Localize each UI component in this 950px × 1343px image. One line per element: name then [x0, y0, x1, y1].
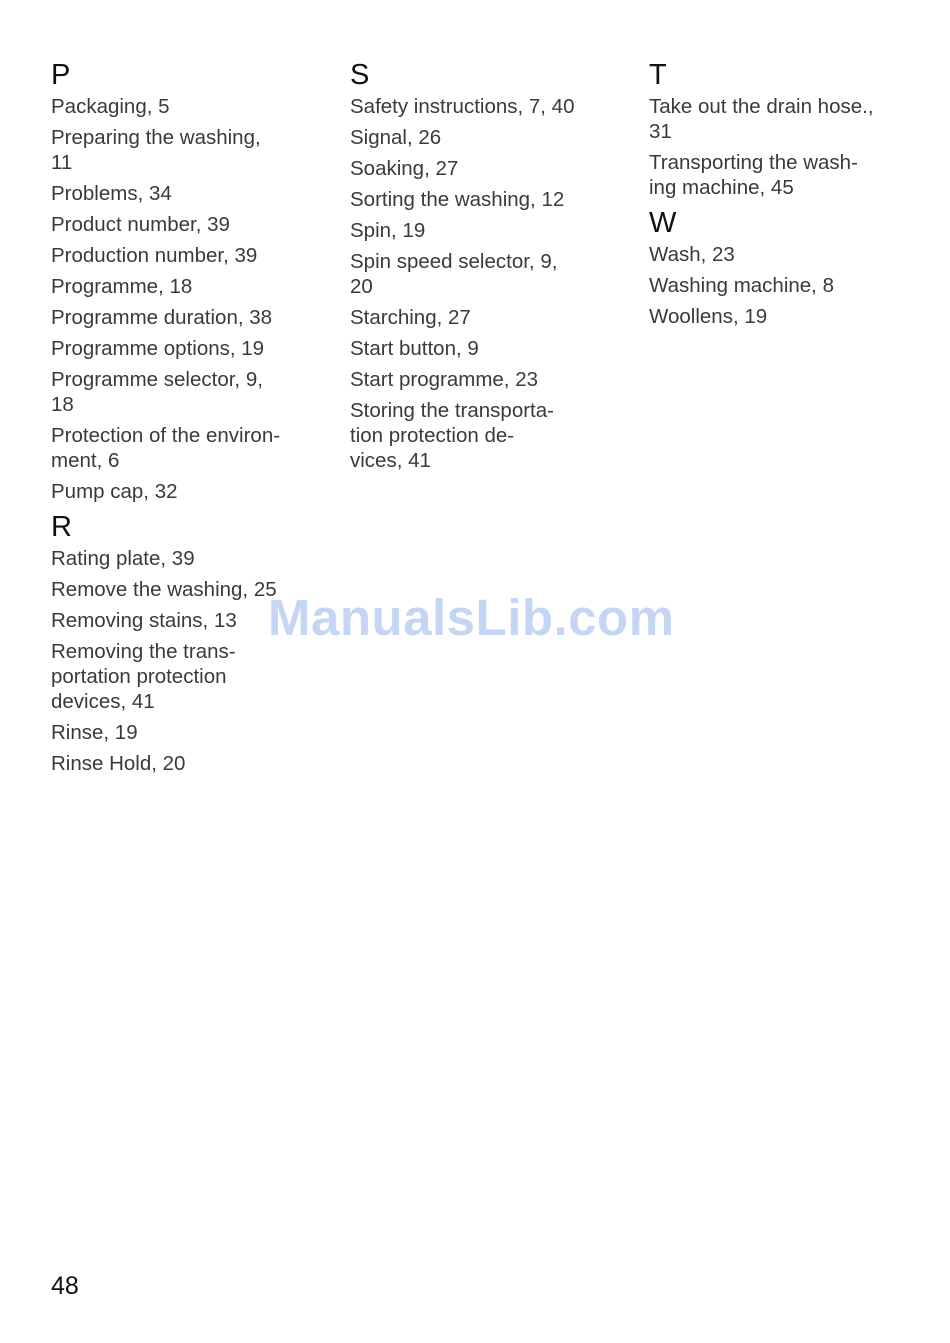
page-number: 48	[51, 1272, 79, 1300]
index-entry-text: Removing stains, 13	[51, 609, 237, 632]
index-entry-text: Spin, 19	[350, 219, 426, 242]
index-entry-continuation: 31	[649, 120, 672, 143]
index-entry-text: Start programme, 23	[350, 368, 538, 391]
index-entry-text: Remove the washing, 25	[51, 578, 277, 601]
index-entry-text: Spin speed selector, 9,	[350, 250, 558, 273]
index-entry	[350, 249, 612, 299]
index-entry-text: Rinse Hold, 20	[51, 752, 186, 775]
index-entry-text: Pump cap, 32	[51, 480, 178, 503]
index-entry	[51, 181, 313, 206]
watermark: ManualsLib.com	[268, 589, 675, 646]
index-entry	[649, 150, 924, 200]
index-entry	[51, 751, 313, 776]
index-entry	[51, 546, 313, 571]
index-entry	[51, 720, 313, 745]
index-section-s	[350, 58, 612, 473]
index-entry	[649, 94, 924, 144]
index-entry-text: Rinse, 19	[51, 721, 138, 744]
index-entry-text: Storing the transporta-	[350, 399, 554, 422]
index-entry	[51, 94, 313, 119]
index-entry-text: Sorting the washing, 12	[350, 188, 565, 211]
index-entry-text: Soaking, 27	[350, 157, 459, 180]
index-entry-continuation: ment, 6	[51, 449, 120, 472]
index-entry-continuation: 20	[350, 275, 373, 298]
index-entry-continuation: vices, 41	[350, 449, 431, 472]
index-section-t	[649, 58, 924, 200]
index-entry-text: Washing machine, 8	[649, 274, 834, 297]
index-entry	[51, 274, 313, 299]
index-entry	[51, 243, 313, 268]
index-entry-continuation: 18	[51, 393, 74, 416]
section-letter: P	[51, 59, 71, 91]
index-entry-text: Programme selector, 9,	[51, 368, 263, 391]
index-entry	[350, 125, 612, 150]
index-entry-text: Programme options, 19	[51, 337, 265, 360]
index-entry	[51, 639, 313, 714]
index-entry-text: Wash, 23	[649, 243, 735, 266]
index-entry	[649, 304, 924, 329]
index-entry	[51, 125, 313, 175]
index-entry-text: Programme duration, 38	[51, 306, 273, 329]
index-entry-text: Production number, 39	[51, 244, 258, 267]
index-entry	[350, 94, 612, 119]
index-entry	[51, 367, 313, 417]
section-letter: S	[350, 59, 370, 91]
index-entry-text: Starching, 27	[350, 306, 471, 329]
index-entry-continuation: portation protection	[51, 665, 227, 688]
index-entry-text: Rating plate, 39	[51, 547, 195, 570]
index-section-p	[51, 58, 313, 504]
index-entry	[649, 242, 924, 267]
index-entry	[51, 336, 313, 361]
index-entry-continuation: 11	[51, 151, 73, 174]
index-entry	[350, 187, 612, 212]
index-entry-text: Start button, 9	[350, 337, 479, 360]
index-entry-text: Packaging, 5	[51, 95, 170, 118]
index-entry-text: Safety instructions, 7, 40	[350, 95, 575, 118]
section-letter: T	[649, 59, 667, 91]
index-entry	[350, 398, 612, 473]
index-entry-text: Take out the drain hose.,	[649, 95, 874, 118]
index-entry	[350, 305, 612, 330]
index-entry	[350, 367, 612, 392]
index-entry-text: Woollens, 19	[649, 305, 768, 328]
index-entry	[350, 218, 612, 243]
index-column-1	[51, 58, 313, 782]
index-section-w	[649, 206, 924, 329]
index-entry-text: Problems, 34	[51, 182, 172, 205]
section-letter: R	[51, 511, 72, 543]
index-entry-text: Product number, 39	[51, 213, 230, 236]
index-column-2	[350, 58, 612, 479]
index-entry	[51, 212, 313, 237]
index-entry	[51, 479, 313, 504]
index-entry-text: Programme, 18	[51, 275, 193, 298]
section-letter: W	[649, 207, 677, 239]
index-entry-continuation: devices, 41	[51, 690, 155, 713]
index-column-3	[649, 58, 924, 335]
index-entry	[350, 336, 612, 361]
index-entry-continuation: ing machine, 45	[649, 176, 794, 199]
index-entry	[51, 305, 313, 330]
index-entry-text: Signal, 26	[350, 126, 442, 149]
index-entry-text: Protection of the environ-	[51, 424, 281, 447]
index-entry	[51, 423, 313, 473]
index-entry	[350, 156, 612, 181]
index-entry-text: Transporting the wash-	[649, 151, 858, 174]
index-entry-continuation: tion protection de-	[350, 424, 515, 447]
index-entry-text: Removing the trans-	[51, 640, 236, 663]
index-entry	[649, 273, 924, 298]
index-entry-text: Preparing the washing,	[51, 126, 261, 149]
